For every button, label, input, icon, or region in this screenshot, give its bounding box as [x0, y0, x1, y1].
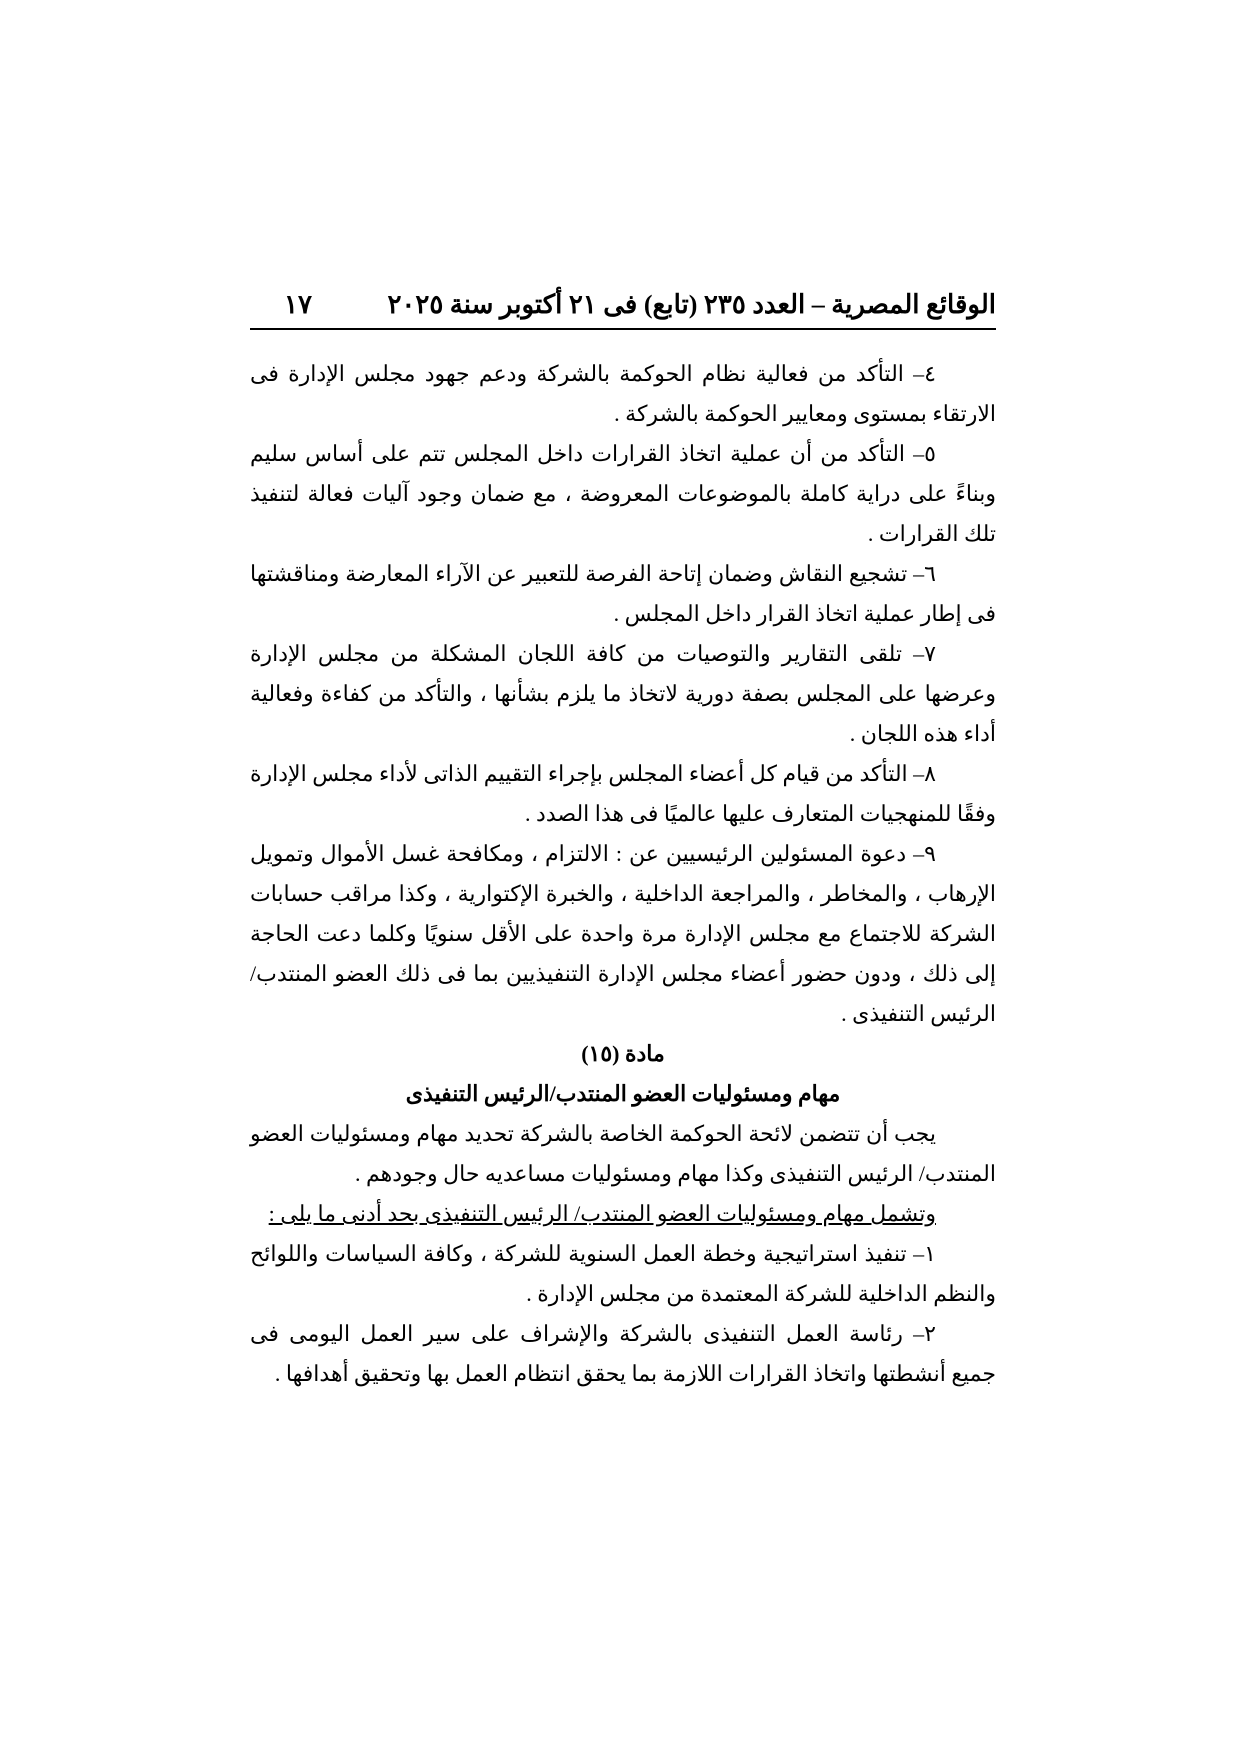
clause-8: ٨– التأكد من قيام كل أعضاء المجلس بإجراء التقييم الذاتى لأداء مجلس الإدارة وفقًا للمنهجيات المتعارف عليها عالميًا فى هذا الصدد .	[250, 761, 996, 826]
article-intro-paragraph: يجب أن تتضمن لائحة الحوكمة الخاصة بالشركة تحديد مهام ومسئوليات العضو المنتدب/ الرئيس التنفيذى وكذا مهام ومسئوليات مساعديه حال وجودهم .	[250, 1121, 996, 1186]
clause-9: ٩– دعوة المسئولين الرئيسيين عن : الالتزام ، ومكافحة غسل الأموال وتمويل الإرهاب ، والمخاطر ، والمراجعة الداخلية ، والخبرة الإكتوارية ، وكذا مراقب حسابات الشركة للاجتماع مع مجلس الإدارة مرة واحدة على الأقل سنويًا وكلما دعت الحاجة إلى ذلك ، ودون حضور أعضاء مجلس الإدارة التنفيذيين بما فى ذلك العضو المنتدب/الرئيس التنفيذى .	[250, 841, 996, 1026]
underlined-line-wrap	[250, 1194, 996, 1234]
page-header	[250, 270, 996, 330]
gazette-page	[250, 270, 996, 1394]
duty-1: ١– تنفيذ استراتيجية وخطة العمل السنوية للشركة ، وكافة السياسات واللوائح والنظم الداخلية للشركة المعتمدة من مجلس الإدارة .	[250, 1241, 996, 1306]
page-number: ١٧	[284, 290, 312, 319]
clause-4: ٤– التأكد من فعالية نظام الحوكمة بالشركة ودعم جهود مجلس الإدارة فى الارتقاء بمستوى ومعايير الحوكمة بالشركة .	[250, 361, 996, 426]
article-number: مادة (١٥)	[581, 1041, 665, 1066]
clause-7: ٧– تلقى التقارير والتوصيات من كافة اللجان المشكلة من مجلس الإدارة وعرضها على المجلس بصفة دورية لاتخاذ ما يلزم بشأنها ، والتأكد من كفاءة وفعالية أداء هذه اللجان .	[250, 641, 996, 746]
clause-6: ٦– تشجيع النقاش وضمان إتاحة الفرصة للتعبير عن الآراء المعارضة ومناقشتها فى إطار عملية اتخاذ القرار داخل المجلس .	[250, 561, 996, 626]
article-title: مهام ومسئوليات العضو المنتدب/الرئيس التنفيذى	[405, 1081, 841, 1106]
document-body	[250, 354, 996, 1394]
clause-5: ٥– التأكد من أن عملية اتخاذ القرارات داخل المجلس تتم على أساس سليم وبناءً على دراية كاملة بالموضوعات المعروضة ، مع ضمان وجود آليات فعالة لتنفيذ تلك القرارات .	[250, 441, 996, 546]
duty-2: ٢– رئاسة العمل التنفيذى بالشركة والإشراف على سير العمل اليومى فى جميع أنشطتها واتخاذ القرارات اللازمة بما يحقق انتظام العمل بها وتحقيق أهدافها .	[250, 1321, 996, 1386]
underlined-line: وتشمل مهام ومسئوليات العضو المنتدب/ الرئيس التنفيذى بحد أدنى ما يلى :	[268, 1201, 936, 1226]
header-title: الوقائع المصرية – العدد ٢٣٥ (تابع) فى ٢١ أكتوبر سنة ٢٠٢٥	[387, 290, 996, 319]
